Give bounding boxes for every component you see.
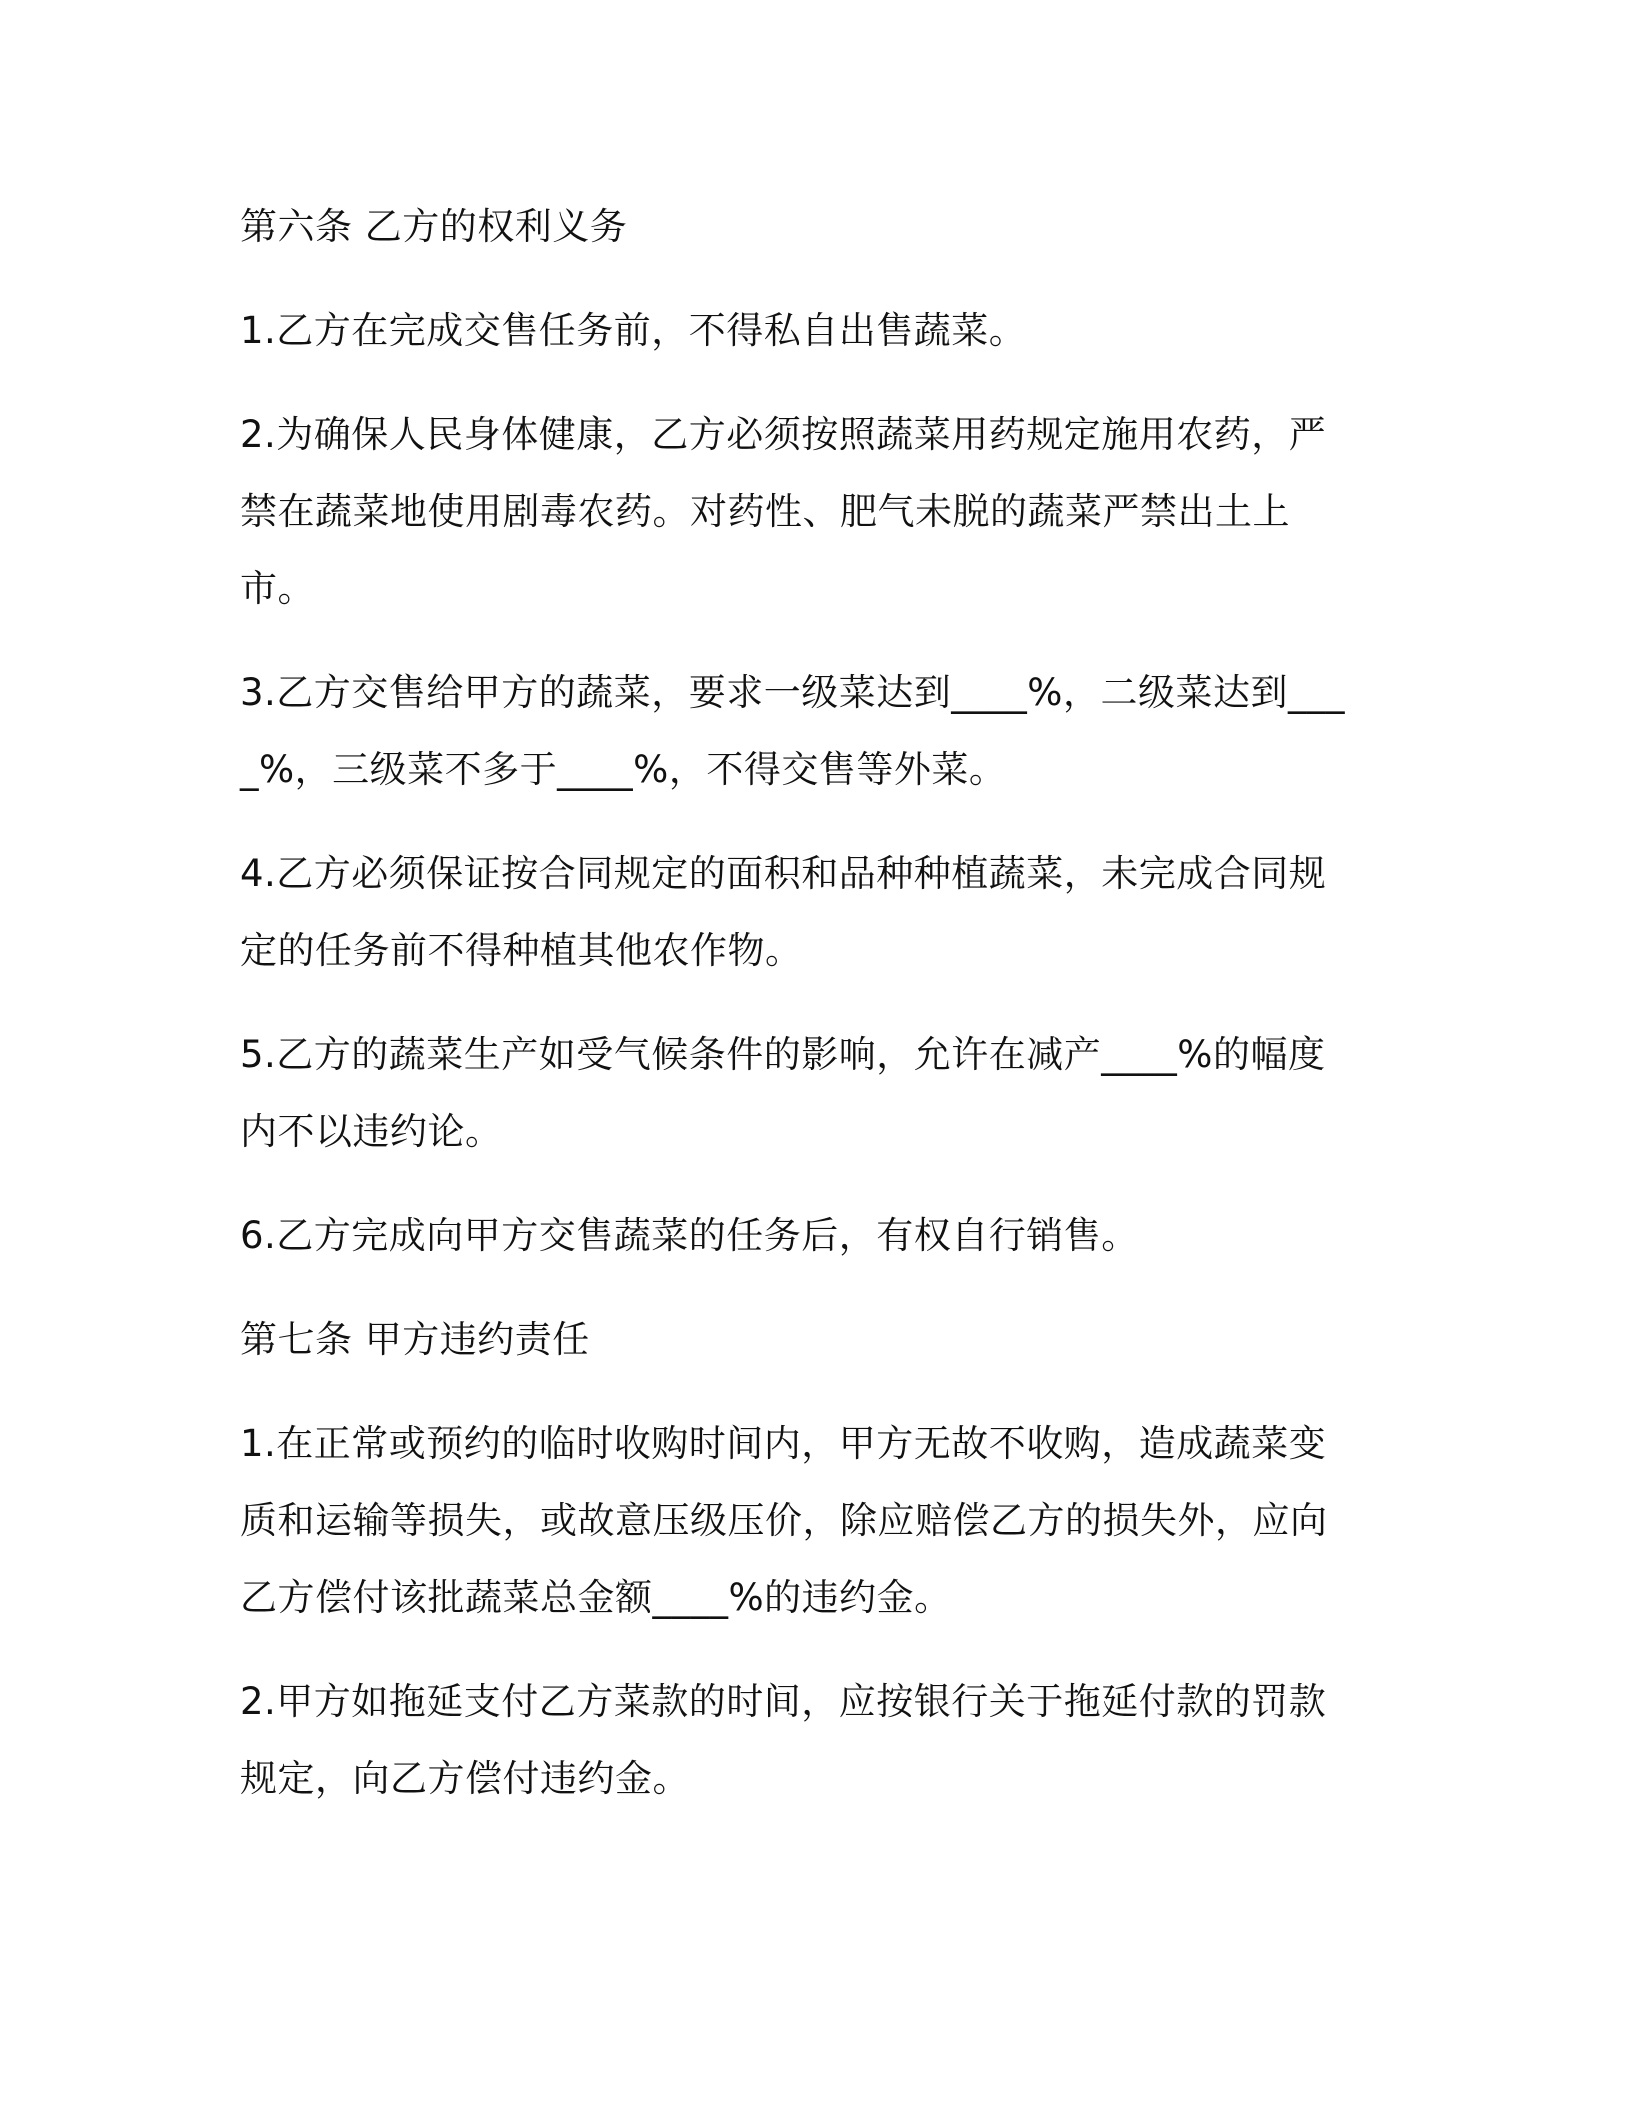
article-7-item-2: 2.甲方如拖延支付乙方菜款的时间，应按银行关于拖延付款的罚款规定，向乙方偿付违约金。 [240, 1680, 1327, 1800]
article-7-heading: 第七条 甲方违约责任 [240, 1318, 590, 1361]
article-6-item-1: 1.乙方在完成交售任务前，不得私自出售蔬菜。 [240, 309, 1027, 352]
article-6-item-3: 3.乙方交售给甲方的蔬菜，要求一级菜达到____%，二级菜达到____%，三级菜不多于____%，不得交售等外菜。 [240, 671, 1345, 791]
article-6-item-2: 2.为确保人民身体健康，乙方必须按照蔬菜用药规定施用农药，严禁在蔬菜地使用剧毒农药。对药性、肥气未脱的蔬菜严禁出土上市。 [240, 413, 1327, 610]
article-6-item-5: 5.乙方的蔬菜生产如受气候条件的影响，允许在减产____%的幅度内不以违约论。 [240, 1033, 1326, 1153]
article-6-item-4: 4.乙方必须保证按合同规定的面积和品种种植蔬菜，未完成合同规定的任务前不得种植其他农作物。 [240, 852, 1327, 972]
document-body [240, 188, 1360, 1844]
article-6-heading: 第六条 乙方的权利义务 [240, 205, 628, 248]
article-6-item-6: 6.乙方完成向甲方交售蔬菜的任务后，有权自行销售。 [240, 1214, 1139, 1257]
article-7-item-1: 1.在正常或预约的临时收购时间内，甲方无故不收购，造成蔬菜变质和运输等损失，或故意压级压价，除应赔偿乙方的损失外，应向乙方偿付该批蔬菜总金额____%的违约金。 [240, 1422, 1328, 1619]
